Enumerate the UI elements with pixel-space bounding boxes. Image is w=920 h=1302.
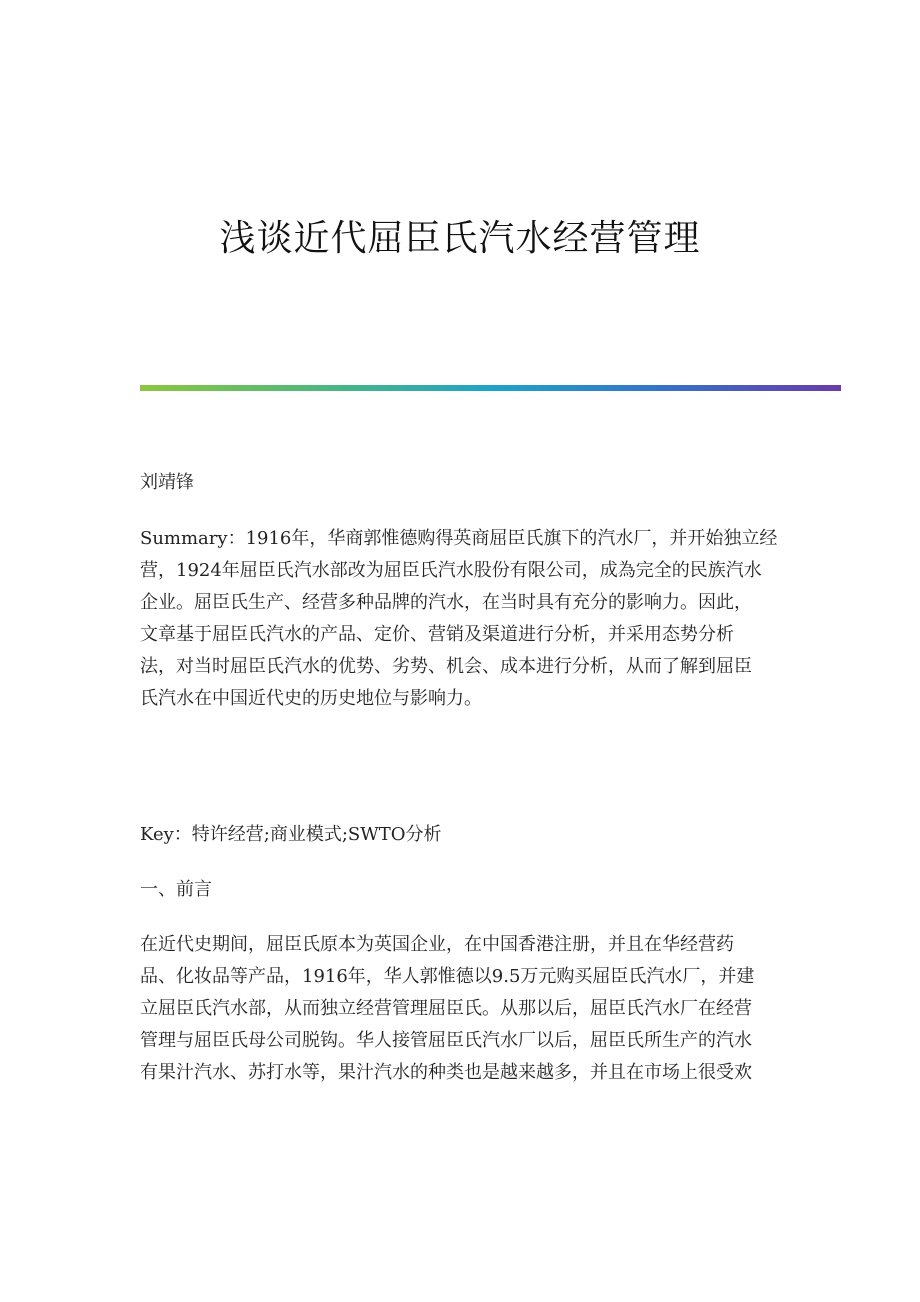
summary-paragraph	[140, 523, 780, 715]
body-line: 在近代史期间，屈臣氏原本为英国企业，在中国香港注册，并且在华经营药	[140, 934, 734, 955]
body-paragraph	[140, 929, 780, 1089]
summary-line: 氏汽水在中国近代史的历史地位与影响力。	[140, 688, 482, 709]
keywords-line: Key：特许经营;商业模式;SWTO分析	[140, 824, 442, 845]
summary-line: 营，1924年屈臣氏汽水部改为屈臣氏汽水股份有限公司，成為完全的民族汽水	[140, 560, 762, 581]
summary-line: Summary：1916年，华商郭惟德购得英商屈臣氏旗下的汽水厂，并开始独立经	[140, 528, 778, 549]
summary-line: 文章基于屈臣氏汽水的产品、定价、营销及渠道进行分析，并采用态势分析	[140, 624, 734, 645]
summary-line: 法，对当时屈臣氏汽水的优势、劣势、机会、成本进行分析，从而了解到屈臣	[140, 656, 752, 677]
author-name: 刘靖锋	[140, 472, 194, 493]
body-line: 立屈臣氏汽水部，从而独立经营管理屈臣氏。从那以后，屈臣氏汽水厂在经营	[140, 998, 752, 1019]
section-heading: 一、前言	[140, 879, 212, 900]
summary-line: 企业。屈臣氏生产、经营多种品牌的汽水，在当时具有充分的影响力。因此，	[140, 592, 752, 613]
title-divider	[140, 385, 841, 391]
body-line: 有果汁汽水、苏打水等，果汁汽水的种类也是越来越多，并且在市场上很受欢	[140, 1062, 752, 1083]
body-line: 品、化妆品等产品，1916年，华人郭惟德以9.5万元购买屈臣氏汽水厂，并建	[140, 966, 755, 987]
document-title: 浅谈近代屈臣氏汽水经营管理	[219, 218, 701, 259]
body-line: 管理与屈臣氏母公司脱钩。华人接管屈臣氏汽水厂以后，屈臣氏所生产的汽水	[140, 1030, 752, 1051]
